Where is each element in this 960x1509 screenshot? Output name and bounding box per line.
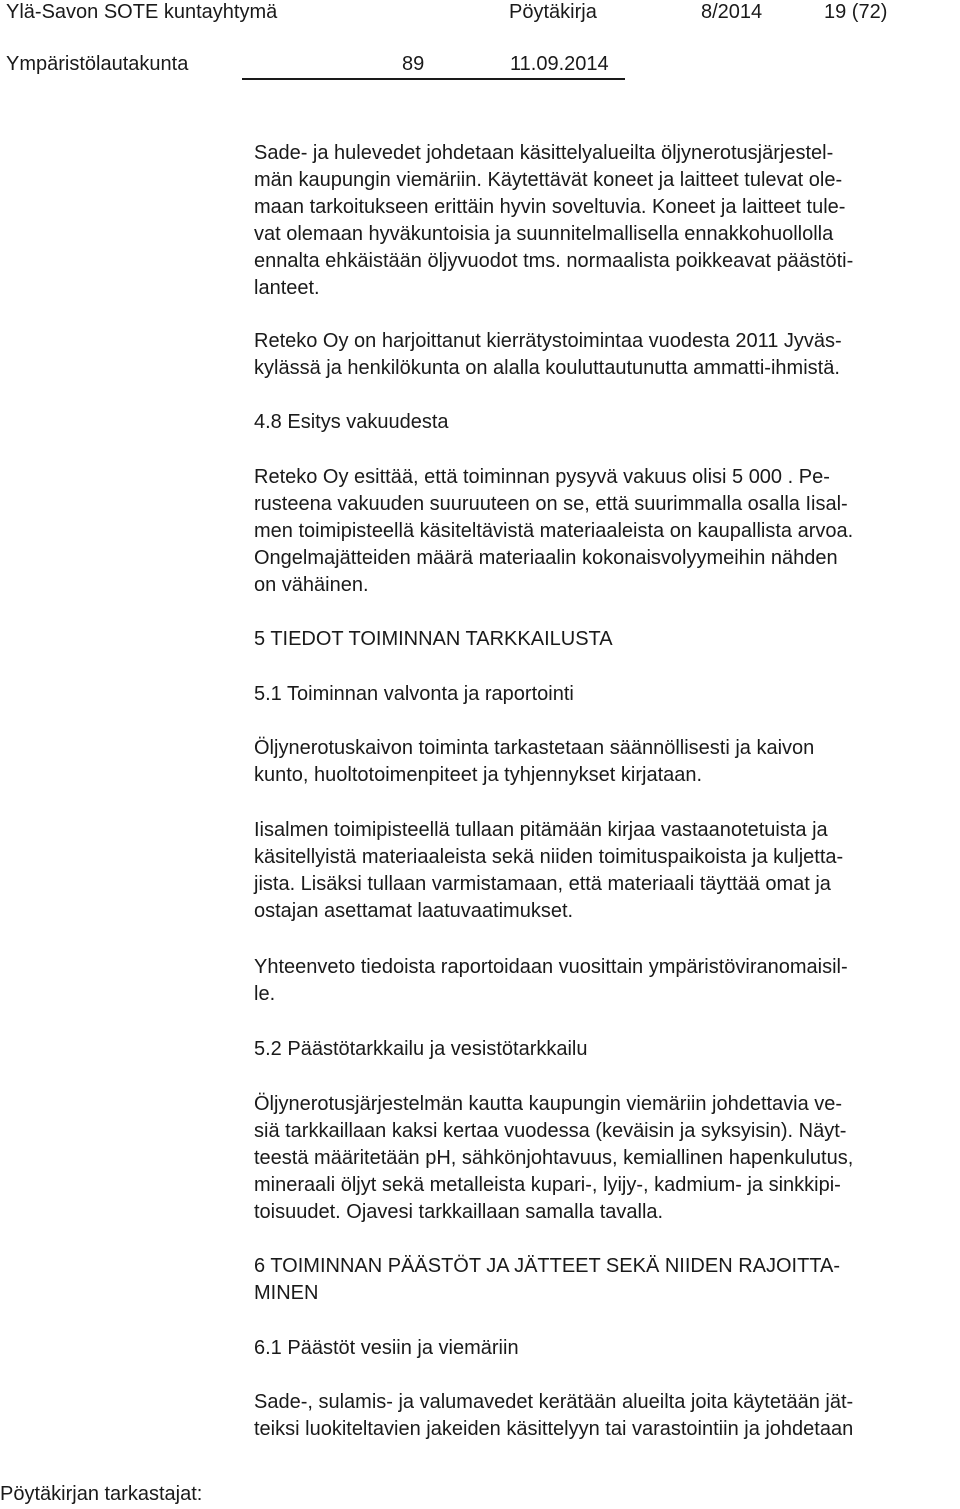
paragraph-kirjanpito: Iisalmen toimipisteellä tullaan pitämään kirjaa vastaanotetuista ja käsitellyistä materiaaleista sekä niiden toimituspaikoista ja kuljetta- jista. Lisäksi tullaan varmistamaan, että materiaali täyttää omat ja ostajan asettamat laatuvaatimukset. [254, 819, 844, 922]
paragraph-paastot-vesiin: Sade-, sulamis- ja valumavedet kerätään alueilta joita käytetään jät- teiksi luokiteltavien jakeiden käsittelyyn tai varastointiin ja johdetaan [254, 1391, 854, 1440]
heading-5-1: 5.1 Toiminnan valvonta ja raportointi [254, 683, 574, 705]
committee-name: Ympäristölautakunta [6, 53, 189, 75]
heading-6-1: 6.1 Päästöt vesiin ja viemäriin [254, 1337, 519, 1359]
section-number: 89 [402, 53, 425, 75]
document-number: 8/2014 [701, 1, 763, 23]
paragraph-paastotarkkailu: Öljynerotusjärjestelmän kautta kaupungin viemäriin johdettavia ve- siä tarkkaillaan kaksi kertaa vuodessa (keväisin ja syksyisin). Näyt- teestä määritetään pH, sähkönjohtavuus, kemiallinen hapenkulutus, mineraali öljyt sekä metalleista kupari-, lyijy-, kadmium- ja sinkkipi- toisuudet. Ojavesi tarkkaillaan samalla tavalla. [254, 1093, 854, 1223]
paragraph-yhteenveto: Yhteenveto tiedoista raportoidaan vuosittain ympäristöviranomaisil- le. [254, 956, 848, 1005]
document-type: Pöytäkirja [509, 1, 597, 23]
heading-5: 5 TIEDOT TOIMINNAN TARKKAILUSTA [254, 628, 613, 650]
footer-reviewers-label: Pöytäkirjan tarkastajat: [0, 1483, 203, 1505]
heading-5-2: 5.2 Päästötarkkailu ja vesistötarkkailu [254, 1038, 588, 1060]
paragraph-vakuus: Reteko Oy esittää, että toiminnan pysyvä vakuus olisi 5 000 . Pe- rusteena vakuuden suuruuteen on se, että suurimmalla osalla Iisal- men toimipisteellä käsiteltävistä materiaaleista on kaupallista arvoa. Ongelmajätteiden määrä materiaalin kokonaisvolyymeihin nähden on vähäinen. [254, 466, 854, 596]
header-rule [242, 78, 625, 80]
paragraph-oljynerotuskaivo: Öljynerotuskaivon toiminta tarkastetaan säännöllisesti ja kaivon kunto, huoltotoimenpiteet ja tyhjennykset kirjataan. [254, 737, 815, 786]
organization-name: Ylä-Savon SOTE kuntayhtymä [6, 1, 278, 23]
page-indicator: 19 (72) [824, 1, 888, 23]
heading-4-8: 4.8 Esitys vakuudesta [254, 411, 449, 433]
heading-6: 6 TOIMINNAN PÄÄSTÖT JA JÄTTEET SEKÄ NIIDEN RAJOITTA- MINEN [254, 1255, 841, 1304]
paragraph-sade-hulevedet: Sade- ja hulevedet johdetaan käsittelyalueilta öljynerotusjärjestel- män kaupungin viemäriin. Käytettävät koneet ja laitteet tulevat ole- maan tarkoitukseen erittäin hyvin soveltuvia. Koneet ja laitteet tule- vat olemaan hyväkuntoisia ja suunnitelmallisella ennakkohuollolla ennalta ehkäistään öljyvuodot tms. normaalista poikkeavat päästöti- lanteet. [254, 142, 854, 299]
meeting-date: 11.09.2014 [510, 53, 609, 75]
paragraph-reteko-background: Reteko Oy on harjoittanut kierrätystoimintaa vuodesta 2011 Jyväs- kylässä ja henkilökunta on alalla kouluttautunutta ammatti-ihmistä. [254, 330, 842, 379]
